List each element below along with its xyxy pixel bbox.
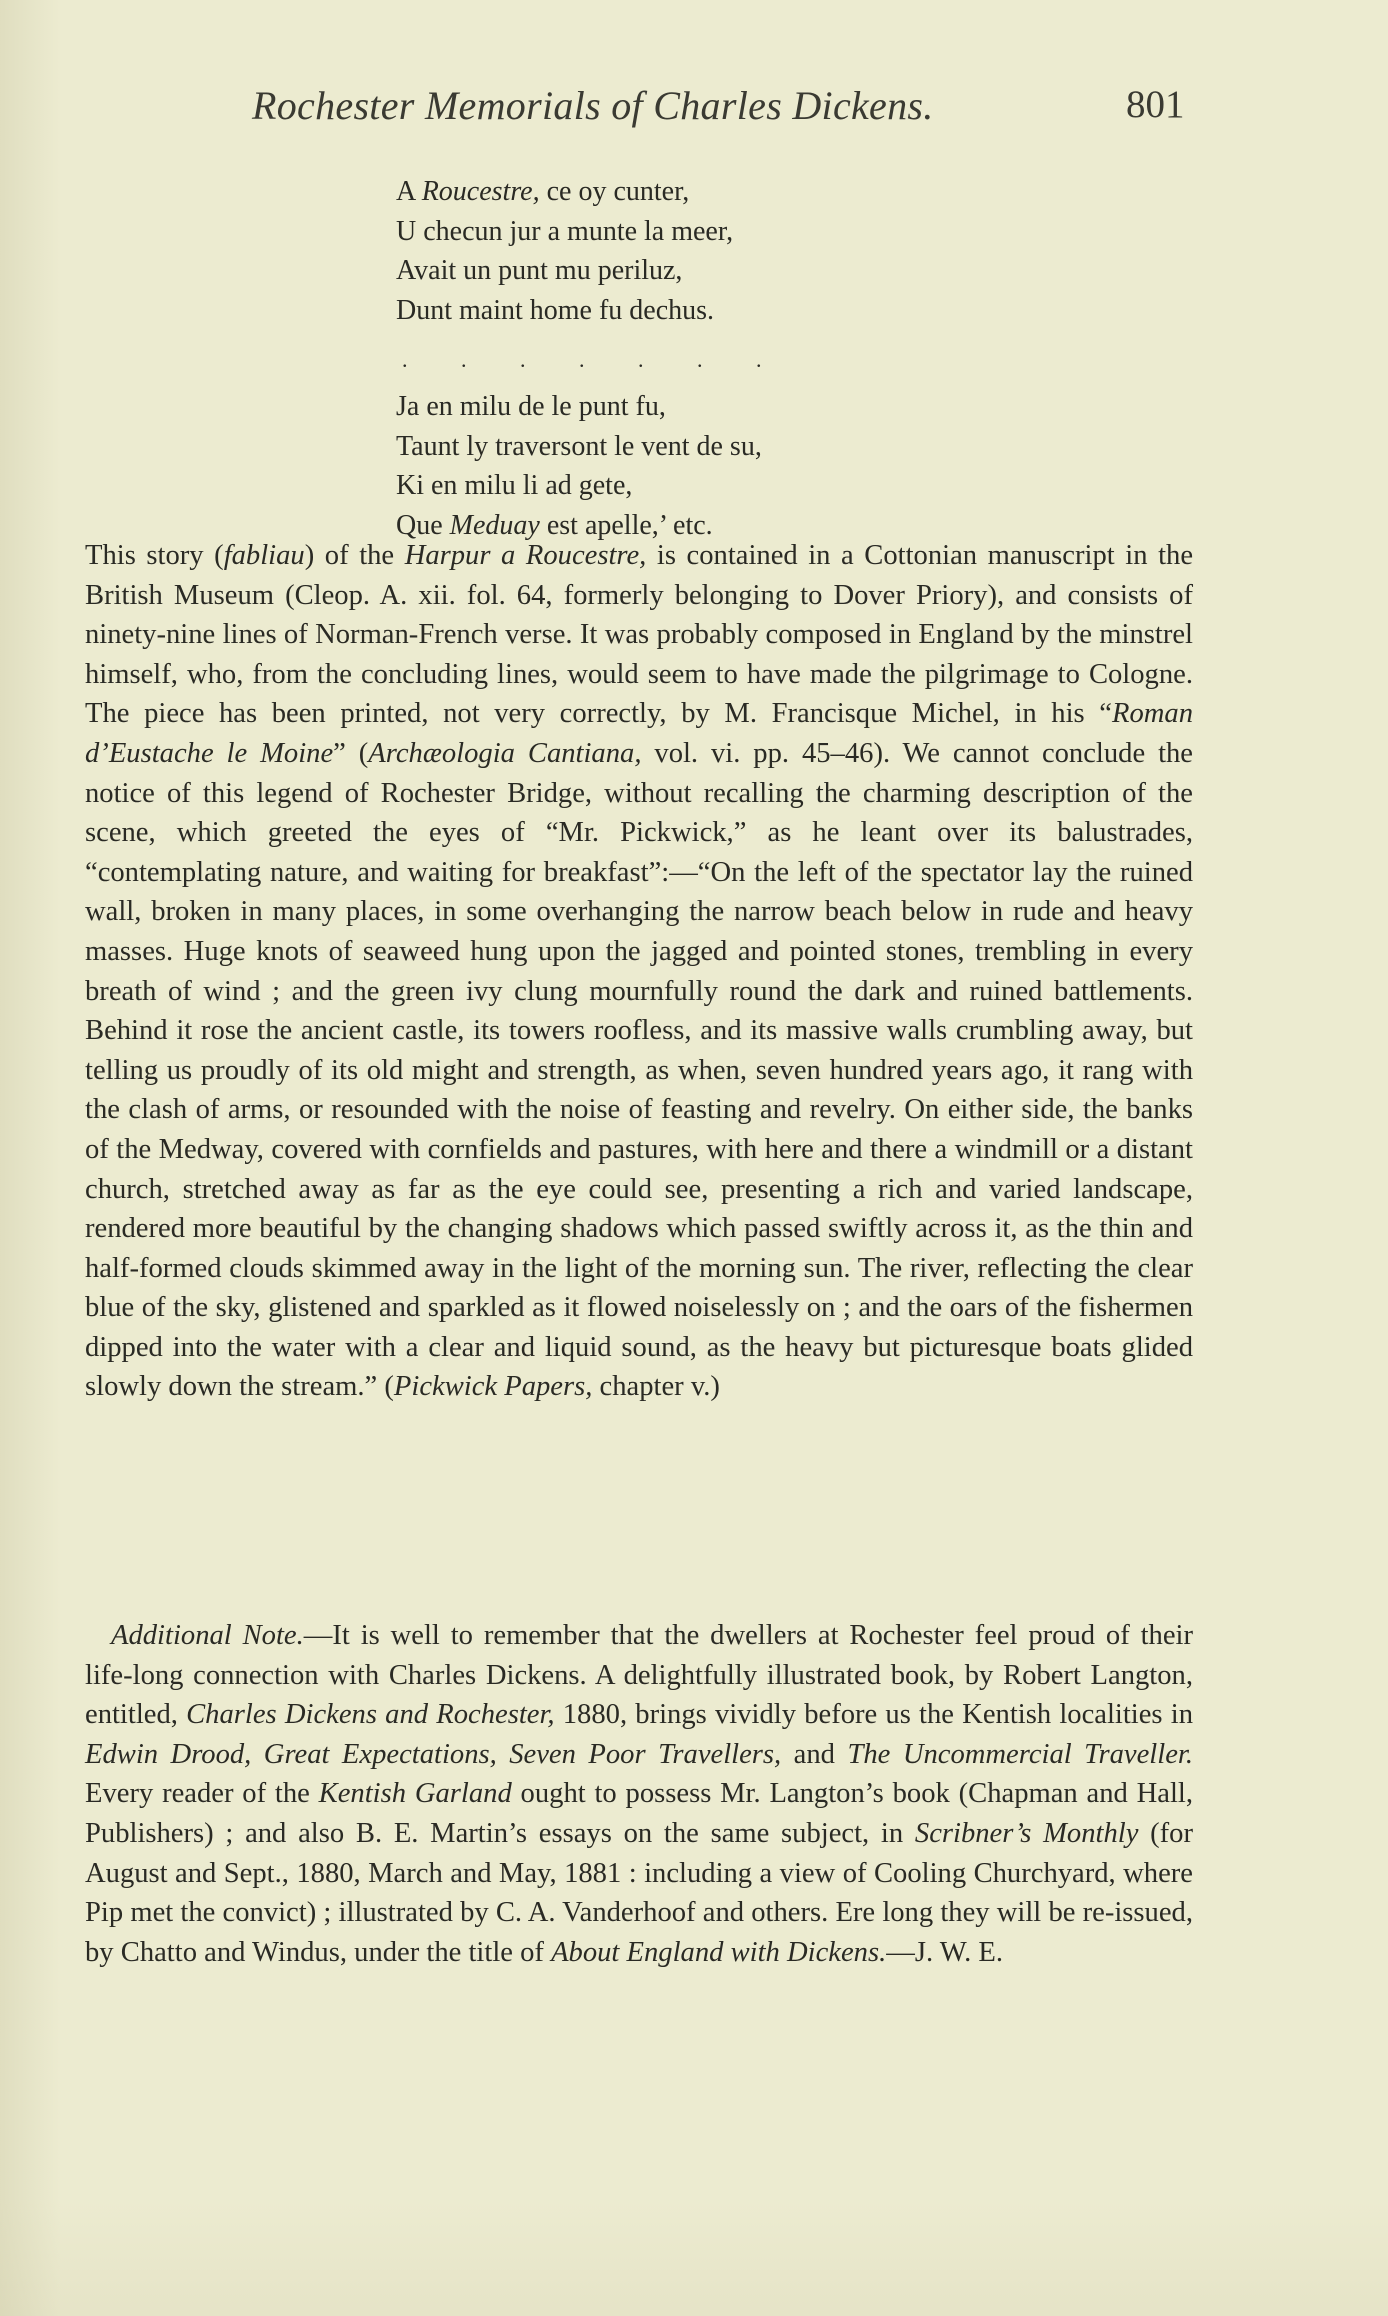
running-title: Rochester Memorials of Charles Dickens. [252, 83, 934, 128]
page-header [0, 78, 1388, 138]
body-paragraph-fabliau: This story (fabliau) of the Harpur a Roucestre, is contained in a Cottonian manuscript in the British Museum (Cleop. A. xii. fol. 64, formerly belonging to Dover Priory), and consists of ninety-nine lines of Norman-French verse. It was probably composed in England by the minstrel himself, who, from the concluding lines, would seem to have made the pilgrimage to Cologne. The piece has been printed, not very correctly, by M. Francisque Michel, in his “Roman d’Eustache le Moine” (Archæologia Cantiana, vol. vi. pp. 45–46). We cannot conclude the notice of this legend of Rochester Bridge, without recalling the charming description of the scene, which greeted the eyes of “Mr. Pickwick,” as he leant over its balustrades, “contemplating nature, and waiting for breakfast”:—“On the left of the spectator lay the ruined wall, broken in many places, in some overhanging the narrow beach below in rude and heavy masses. Huge knots of seaweed hung upon the jagged and pointed stones, trembling in every breath of wind ; and the green ivy clung mournfully round the dark and ruined battlements. Behind it rose the ancient castle, its towers roofless, and its massive walls crumbling away, but telling us proudly of its old might and strength, as when, seven hundred years ago, it rang with the clash of arms, or resounded with the noise of feasting and revelry. On either side, the banks of the Medway, covered with cornfields and pastures, with here and there a windmill or a distant church, stretched away as far as the eye could see, presenting a rich and varied landscape, rendered more beautiful by the changing shadows which passed swiftly across it, as the thin and half-formed clouds skimmed away in the light of the morning sun. The river, reflecting the clear blue of the sky, glistened and sparkled as it flowed noiselessly on ; and the oars of the fishermen dipped into the water with a clear and liquid sound, as the heavy but picturesque boats glided slowly down the stream.” (Pickwick Papers, chapter v.) [85, 540, 1194, 1403]
verse-line: Que Meduay est apelle,’ etc. [396, 509, 713, 541]
page-number: 801 [1126, 83, 1185, 126]
verse-line: A Roucestre, ce oy cunter, [396, 176, 690, 207]
verse-line: Ki en milu li ad gete, [396, 470, 633, 501]
verse-line: Avait un punt mu periluz, [396, 255, 683, 286]
verse-ellipsis: . . . . . . . [402, 347, 786, 372]
verse-quotation [396, 172, 1156, 545]
verse-line: U checun jur a munte la meer, [396, 215, 734, 247]
verse-line: Dunt maint home fu dechus. [396, 294, 715, 326]
body-paragraph-additional-note: Additional Note.—It is well to remember that the dwellers at Rochester feel proud of their life-long connection with Charles Dickens. A delightfully illustrated book, by Robert Langton, entitled, Charles Dickens and Rochester, 1880, brings vividly before us the Kentish localities in Edwin Drood, Great Expectations, Seven Poor Travellers, and The Uncommercial Traveller. Every reader of the Kentish Garland ought to possess Mr. Langton’s book (Chapman and Hall, Publishers) ; and also B. E. Martin’s essays on the same subject, in Scribner’s Monthly (for August and Sept., 1880, March and May, 1881 : including a view of Cooling Churchyard, where Pip met the convict) ; illustrated by C. A. Vanderhoof and others. Ere long they will be re-issued, by Chatto and Windus, under the title of About England with Dickens.—J. W. E. [85, 1620, 1194, 1968]
verse-line: Ja en milu de le punt fu, [396, 391, 666, 422]
verse-line: Taunt ly traversont le vent de su, [396, 430, 762, 462]
